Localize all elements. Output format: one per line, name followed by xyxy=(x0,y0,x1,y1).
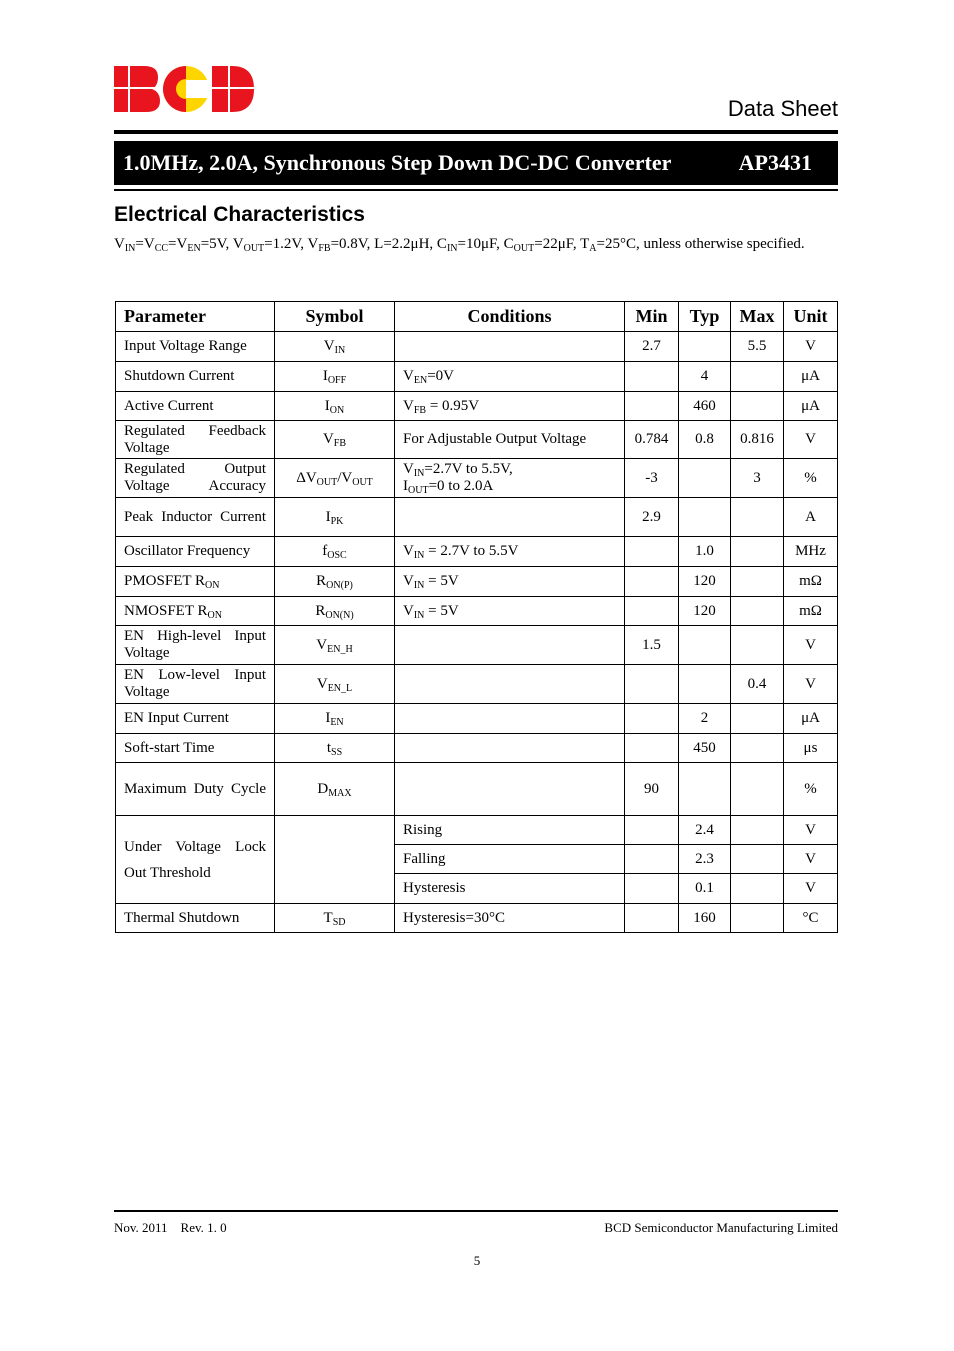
table-row: EN Low-level Input Voltage $V_{EN\_L}$ 0.4 V xyxy=(116,665,838,704)
section-title: Electrical Characteristics xyxy=(114,203,365,226)
col-header-conditions: Conditions xyxy=(395,302,625,332)
col-header-parameter: Parameter xyxy=(116,302,275,332)
part-number: AP3431 xyxy=(738,150,812,175)
page-number: 5 xyxy=(473,1253,481,1268)
table-row: Maximum Duty Cycle $D_{MAX}$ 90 % xyxy=(116,763,838,816)
table-row: Input Voltage Range $V_{IN}$ 2.7 5.5 V xyxy=(116,332,838,362)
col-header-typ: Typ xyxy=(679,302,731,332)
table-row: Falling 2.3 V xyxy=(116,845,838,874)
document-title: 1.0MHz, 2.0A, Synchronous Step Down DC-DC Converter xyxy=(123,150,672,175)
table-row: Active Current $I_{ON}$ $V_{FB} = 0.95V$ 460 μA xyxy=(116,392,838,421)
table-row: EN High-level Input Voltage $V_{EN\_H}$ 1.5 V xyxy=(116,626,838,665)
col-header-symbol: Symbol xyxy=(275,302,395,332)
test-conditions: $V_{IN}=V_{CC}=V_{EN}=5V$, $V_{OUT}=1.2V$, $V_{FB}=0.8V$, L=2.2μH, $C_{IN}=10\mu F$, $C_{OUT}=22\mu F$, $T_A=25^\circ C$, unless otherwise specified. xyxy=(114,236,805,254)
table-row: Hysteresis 0.1 V xyxy=(116,874,838,904)
table-row: NMOSFET $R_{ON}$ $R_{ON(N)}$ $V_{IN} = 5V$ 120 mΩ xyxy=(116,597,838,626)
table-row: Thermal Shutdown $T_{SD}$ Hysteresis=30°C 160 °C xyxy=(116,904,838,933)
header-rule xyxy=(114,130,838,134)
table-row: Oscillator Frequency $f_{OSC}$ $V_{IN} = 2.7V$ to 5.5V 1.0 MHz xyxy=(116,537,838,567)
table-row: PMOSFET $R_{ON}$ $R_{ON(P)}$ $V_{IN} = 5V$ 120 mΩ xyxy=(116,567,838,597)
table-row: Shutdown Current $I_{OFF}$ $V_{EN}=0V$ 4 μA xyxy=(116,362,838,392)
table-row: Soft-start Time $t_{SS}$ 450 μs xyxy=(116,734,838,763)
col-header-min: Min xyxy=(625,302,679,332)
table-row: Peak Inductor Current $I_{PK}$ 2.9 A xyxy=(116,498,838,537)
title-bar xyxy=(114,141,838,185)
footer-company: BCD Semiconductor Manufacturing Limited xyxy=(604,1220,838,1235)
table-row: Regulated Output Voltage Accuracy $\Delta V_{OUT}/V_{OUT}$ $V_{IN}=2.7V$ to 5.5V, $I_{OUT}=0$ to 2.0A -3 3 % xyxy=(116,459,838,498)
electrical-characteristics-table xyxy=(115,301,838,933)
col-header-max: Max xyxy=(731,302,784,332)
footer-rule xyxy=(114,1210,838,1212)
table-header-row xyxy=(116,302,838,332)
doc-type-label: Data Sheet xyxy=(727,96,838,121)
col-header-unit: Unit xyxy=(784,302,838,332)
table-row: Regulated Feedback Voltage $V_{FB}$ For Adjustable Output Voltage 0.784 0.8 0.816 V xyxy=(116,421,838,459)
footer-date-revision: Nov. 2011 Rev. 1. 0 xyxy=(114,1220,227,1235)
bcd-logo xyxy=(114,64,254,114)
table-row: EN Input Current $I_{EN}$ 2 μA xyxy=(116,704,838,734)
title-rule xyxy=(114,189,838,191)
table-row: Under Voltage Lock Out Threshold Rising 2.4 V xyxy=(116,816,838,845)
